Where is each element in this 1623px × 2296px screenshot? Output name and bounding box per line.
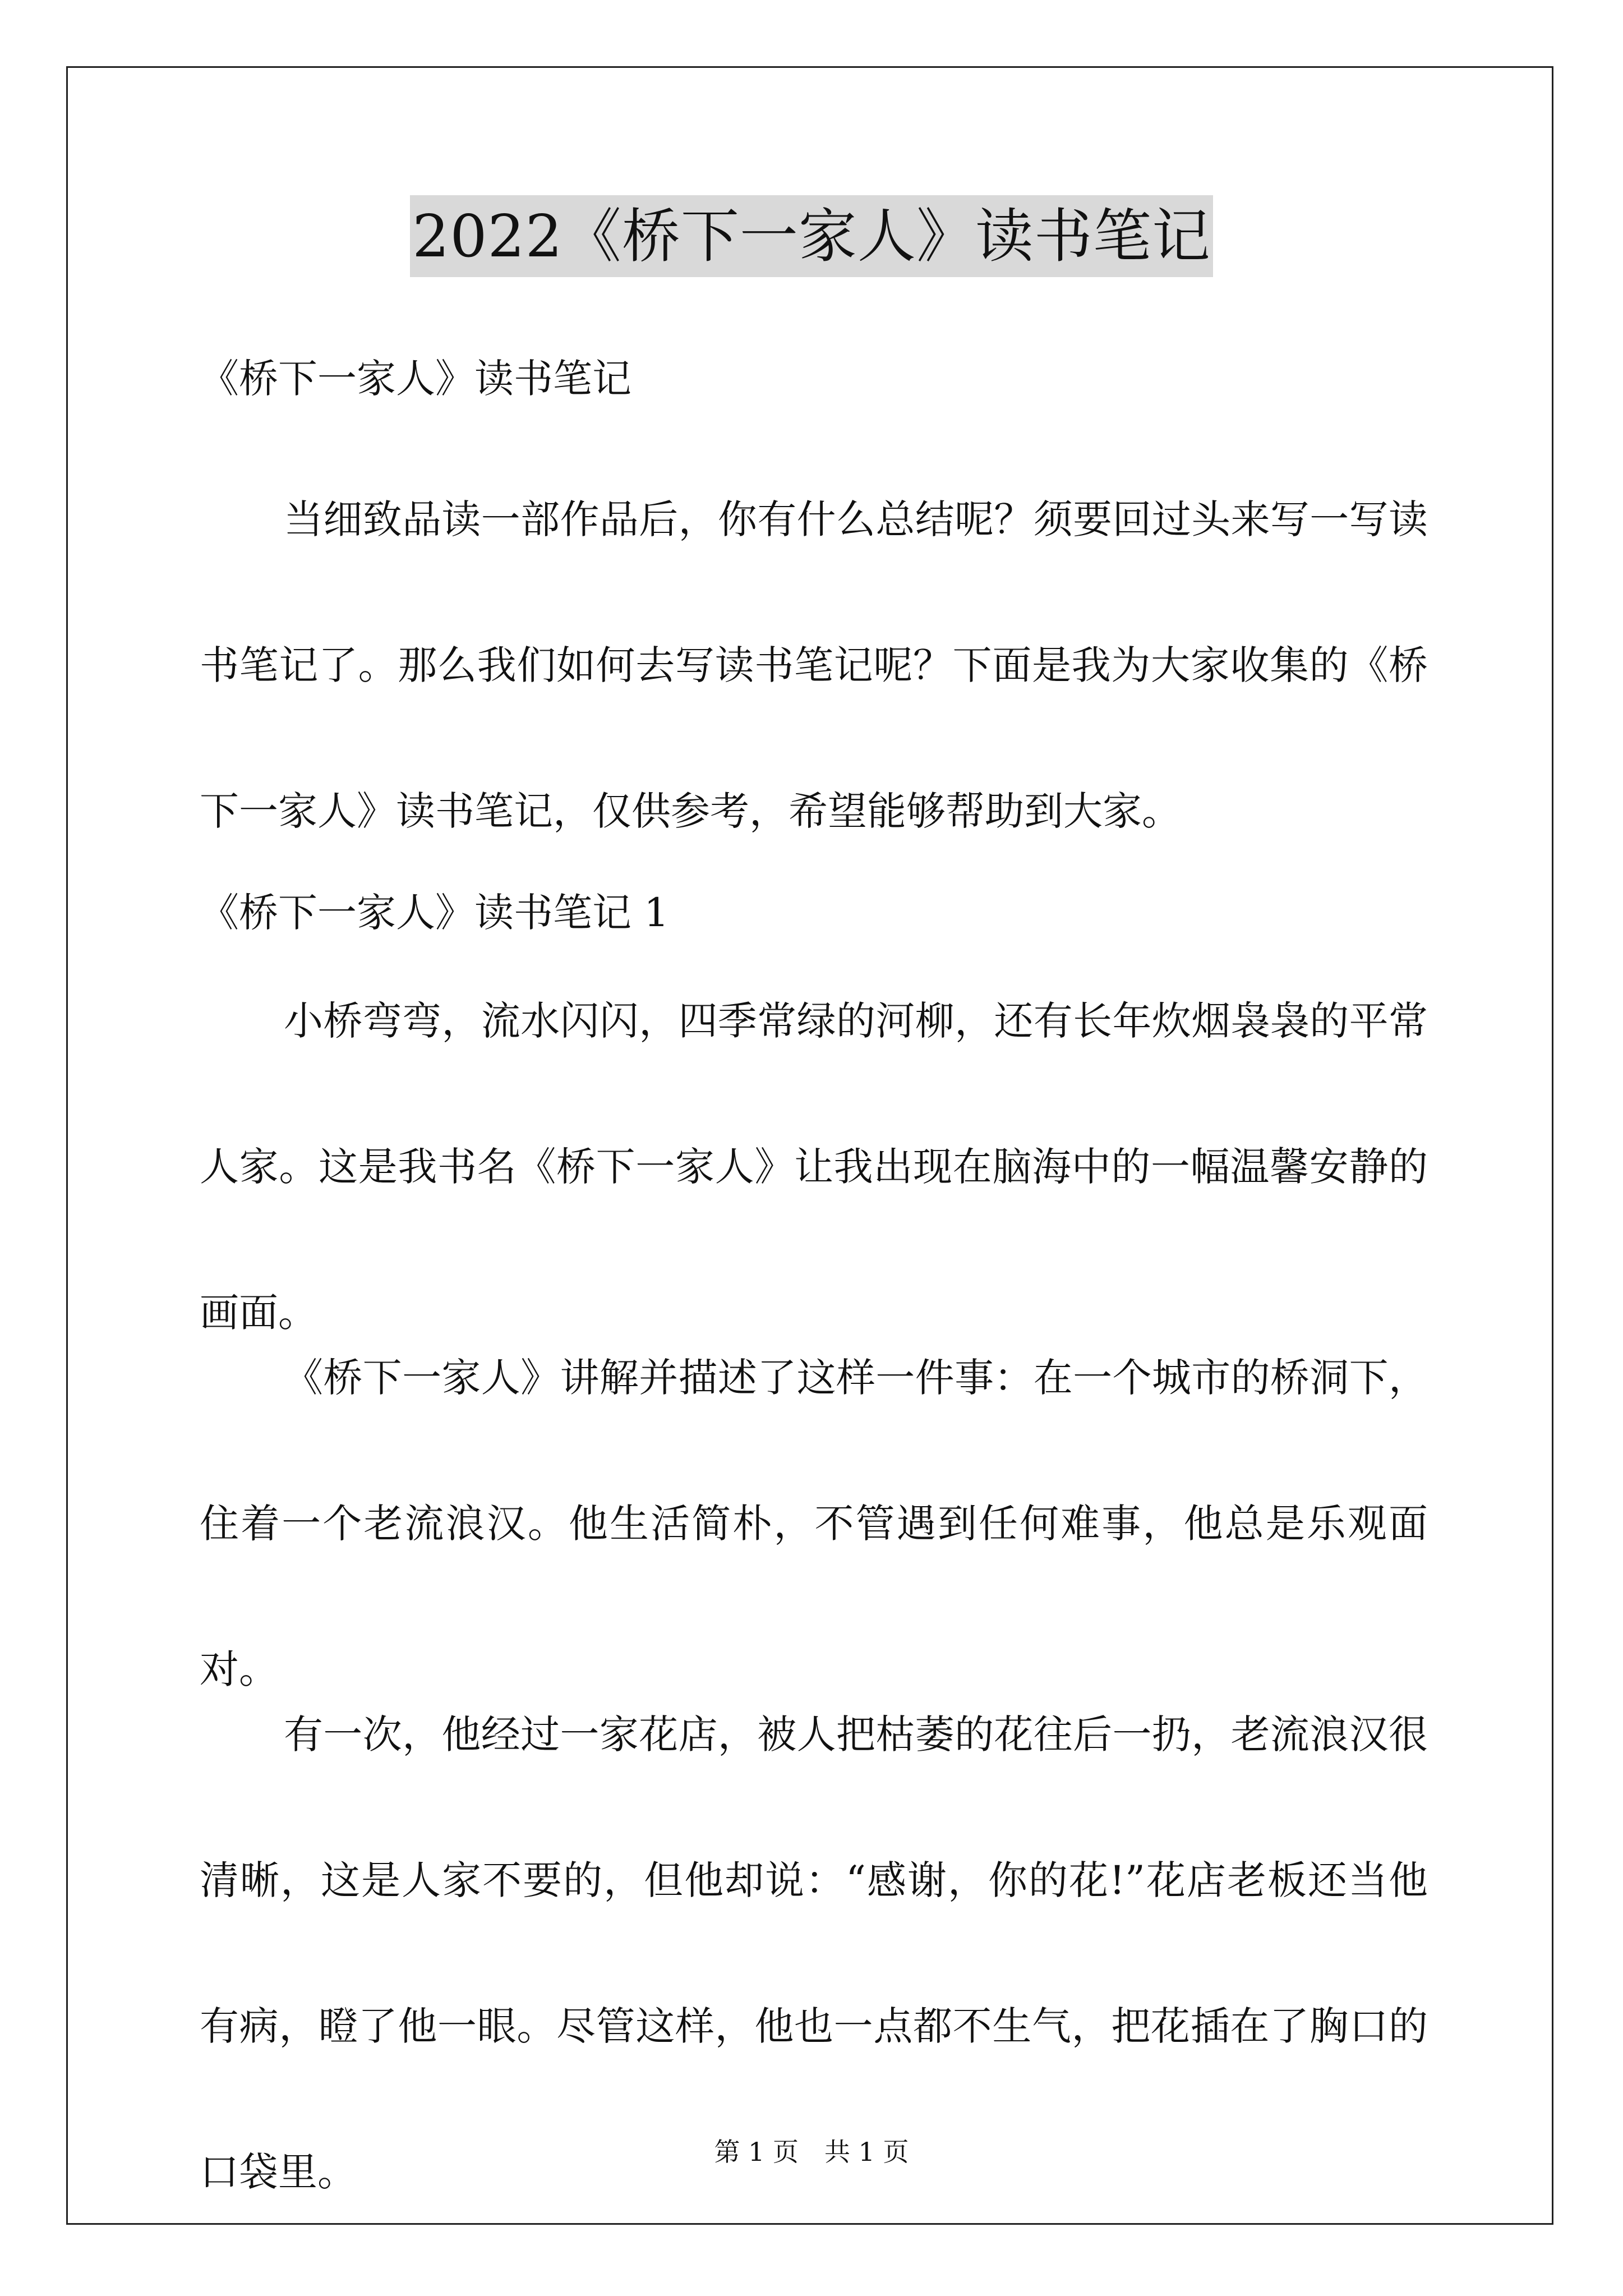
intro-paragraph: 当细致品读一部作品后，你有什么总结呢？须要回过头来写一写读书笔记了。那么我们如何去写读书笔记呢？下面是我为大家收集的《桥下一家人》读书笔记，仅供参考，希望能够帮助到大家。 <box>200 496 1428 834</box>
document-title: 2022《桥下一家人》读书笔记 <box>410 195 1213 277</box>
document-subtitle: 《桥下一家人》读书笔记 <box>200 356 631 402</box>
title-container <box>0 195 1623 277</box>
body-paragraph-1: 小桥弯弯，流水闪闪，四季常绿的河柳，还有长年炊烟袅袅的平常人家。这是我书名《桥下一家人》让我出现在脑海中的一幅温馨安静的画面。 <box>200 998 1428 1336</box>
body-paragraph-3: 有一次，他经过一家花店，被人把枯萎的花往后一扔，老流浪汉很清晰，这是人家不要的，但他却说：“感谢，你的花!”花店老板还当他有病，瞪了他一眼。尽管这样，他也一点都不生气，把花插在了胸口的口袋里。 <box>200 1711 1428 2195</box>
page-footer: 第 1 页 共 1 页 <box>714 2137 909 2167</box>
body-paragraph-2: 《桥下一家人》讲解并描述了这样一件事：在一个城市的桥洞下，住着一个老流浪汉。他生活简朴，不管遇到任何难事，他总是乐观面对。 <box>200 1355 1428 1692</box>
section-heading: 《桥下一家人》读书笔记 1 <box>200 890 669 936</box>
